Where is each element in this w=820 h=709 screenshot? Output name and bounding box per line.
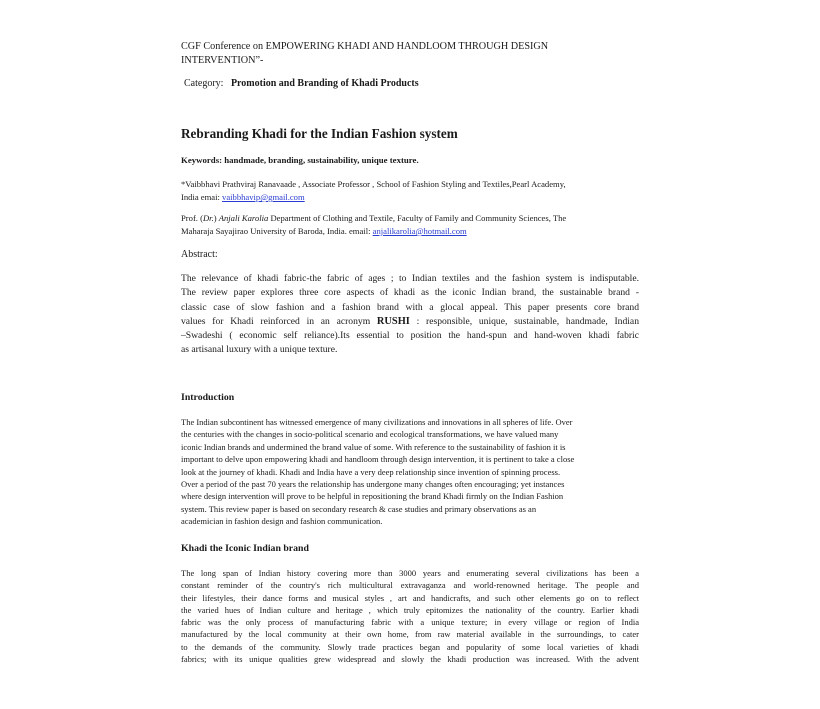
introduction-line: look at the journey of khadi. Khadi and India have a very deep relationship since invention of spinning process. (181, 466, 561, 477)
author-2-email-link[interactable]: anjalikarolia@hotmail.com (372, 226, 467, 236)
abstract-line (181, 315, 639, 329)
brand-line: the varied hues of Indian culture and heritage , which truly epitomizes the nationality of the country. Earlier khadi (181, 604, 639, 615)
conference-header (181, 40, 639, 68)
abstract-line: as artisanal luxury with a unique texture. (181, 344, 338, 356)
category-value: Promotion and Branding of Khadi Products (230, 78, 419, 89)
brand-section-heading: Khadi the Iconic Indian brand (181, 543, 309, 554)
abstract-line: –Swadeshi ( economic self reliance).Its essential to position the hand-spun and hand-woven khadi fabric (181, 330, 639, 342)
brand-line: constant reminder of the country's rich multicultural extravaganza and world-renowned heritage. The people and (181, 580, 639, 591)
keywords: Keywords: handmade, branding, sustainability, unique texture. (181, 155, 419, 165)
introduction-line: system. This review paper is based on secondary research & case studies and primary observations as an (181, 503, 537, 514)
brand-line: manufactured by the local community at their own home, from raw material available in the surroundings, to cater (181, 629, 639, 640)
brand-line: fabric was the only process of manufacturing fabric with a unique texture; in every village or region of India (181, 617, 639, 628)
introduction-line: Over a period of the past 70 years the relationship has undergone many changes often encouraging; yet instances (181, 479, 565, 490)
author-2-name: Anjali Karolia (218, 213, 269, 223)
author-1-affiliation: *Vaibbhavi Prathviraj Ranavaade , Associate Professor , School of Fashion Styling and Textiles,Pearl Academy, (181, 179, 566, 189)
introduction-line: important to delve upon empowering khadi and handloom through design intervention, it is pertinent to take a close (181, 454, 575, 465)
paper-title: Rebranding Khadi for the Indian Fashion system (181, 126, 458, 141)
brand-line: their lifestyles, their dance forms and musical styles , art and handicrafts, and such other elements go on to reflect (181, 592, 639, 603)
introduction-body (181, 416, 639, 528)
author-2-dept: Department of Clothing and Textile, Faculty of Family and Community Sciences, The (268, 213, 567, 223)
brand-line: The long span of Indian history covering more than 3000 years and enumerating several civilizations has been a (181, 568, 639, 578)
author-1 (181, 178, 639, 204)
introduction-heading: Introduction (181, 392, 235, 403)
author-2-prefix: Prof. ( (181, 213, 203, 223)
abstract-line-part: : responsible, unique, sustainable, handmade, Indian (409, 315, 639, 327)
abstract-line: classic case of slow fashion and a fashion brand with a glocal appeal. This paper presents core brand (181, 301, 639, 313)
introduction-line: iconic Indian brands and undermined the brand value of some. With reference to the sustainability of fashion it is (181, 441, 566, 452)
conference-line: INTERVENTION”- (181, 55, 264, 66)
author-2 (181, 212, 639, 238)
abstract-line: The relevance of khadi fabric-the fabric of ages ; to Indian textiles and the fashion system is indisputable. (181, 273, 639, 284)
author-2-affiliation (181, 212, 639, 225)
brand-line: to the demands of the community. Slowly trade practices began and popularity of some local varieties of khadi (181, 641, 639, 652)
author-2-title: Dr. (202, 213, 214, 223)
introduction-line: academician in fashion design and fashion communication. (181, 516, 383, 527)
category-line (184, 78, 642, 89)
brand-line: fabrics; with its unique qualities grew widespread and slowly the khadi production was increased. With the advent (181, 654, 639, 665)
author-2-close: ) (213, 213, 219, 223)
acronym-rushi: RUSHI (376, 315, 410, 327)
brand-section-body (181, 567, 639, 665)
abstract-line-part: values for Khadi reinforced in an acronym (181, 315, 377, 327)
author-1-email-line (181, 191, 639, 204)
abstract-heading: Abstract: (181, 249, 218, 260)
abstract-body (181, 272, 639, 358)
author-1-email-link[interactable]: vaibbhavip@gmail.com (222, 192, 305, 202)
abstract-line: The review paper explores three core aspects of khadi as the iconic Indian brand, the sustainable brand - (181, 287, 639, 299)
introduction-line: The Indian subcontinent has witnessed emergence of many civilizations and innovations in all spheres of life. Over (181, 417, 573, 427)
conference-line: CGF Conference on EMPOWERING KHADI AND HANDLOOM THROUGH DESIGN (181, 41, 549, 52)
introduction-line: the centuries with the changes in socio-political scenario and ecological transformations, we have valued many (181, 429, 559, 440)
introduction-line: where design intervention will prove to be helpful in repositioning the brand Khadi firmly on the Indian Fashion (181, 491, 564, 502)
author-2-email-line (181, 225, 639, 238)
category-label: Category: (184, 78, 224, 89)
email-label: India emai: (181, 192, 223, 202)
author-2-university: Maharaja Sayajirao University of Baroda, India. email: (181, 226, 373, 236)
